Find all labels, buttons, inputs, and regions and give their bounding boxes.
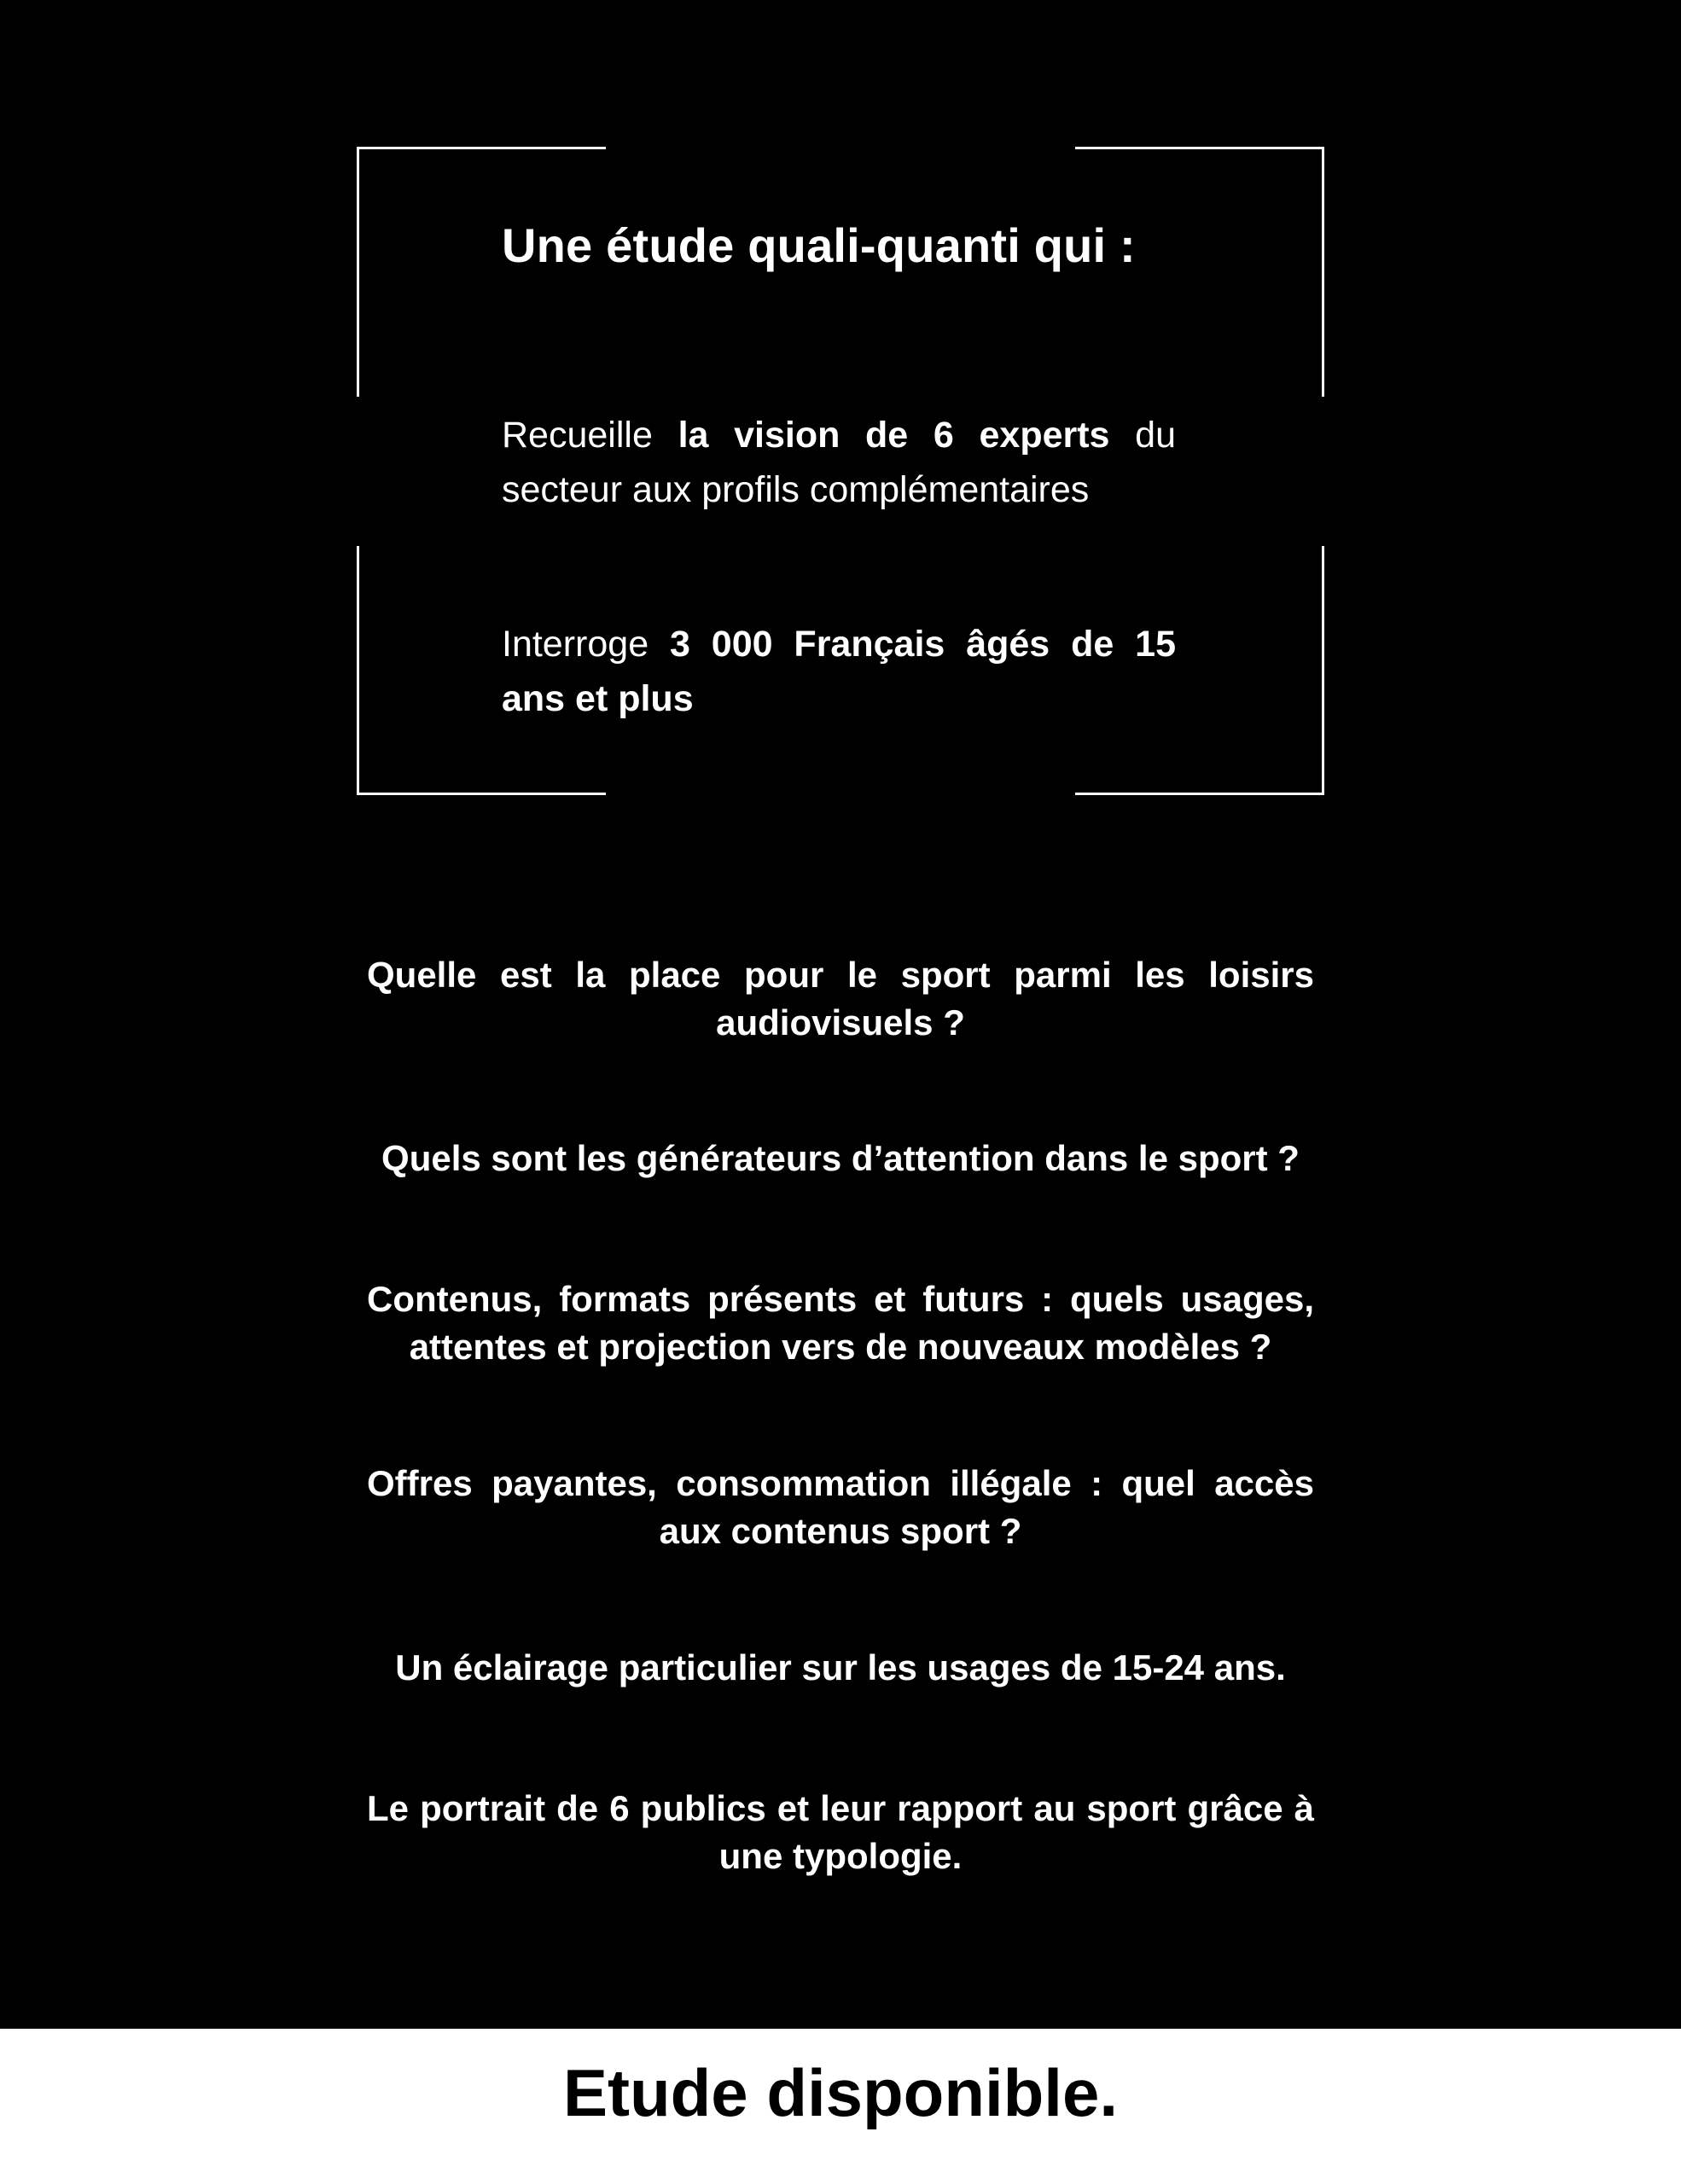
frame-bottom-left-horizontal — [357, 793, 606, 795]
frame-bottom-left-vertical — [357, 546, 359, 795]
intro-item-survey-text-a: Interroge — [502, 624, 670, 665]
intro-item-experts-text-a: Recueille — [502, 415, 678, 456]
intro-title: Une étude quali-quanti qui : — [502, 218, 1136, 272]
intro-item-experts-bold: la vision de 6 experts — [678, 415, 1110, 456]
question-item: Offres payantes, consommation illégale : quel accès aux contenus sport ? — [367, 1463, 1314, 1551]
question-item: Quels sont les générateurs d’attention dans le sport ? — [381, 1138, 1300, 1178]
question-item: Contenus, formats présents et futurs : quels usages, attentes et projection vers de nouveaux modèles ? — [367, 1279, 1314, 1367]
footer-title: Etude disponible. — [562, 2055, 1118, 2130]
intro-item-experts — [502, 408, 1176, 517]
frame-bottom-right-vertical — [1322, 546, 1324, 795]
frame-bottom-right-horizontal — [1075, 793, 1324, 795]
question-item: Le portrait de 6 publics et leur rapport au sport grâce à une typologie. — [367, 1788, 1314, 1876]
question-item: Un éclairage particulier sur les usages de 15-24 ans. — [395, 1647, 1286, 1687]
frame-top-left-vertical — [357, 147, 359, 397]
frame-top-right-vertical — [1322, 147, 1324, 397]
frame-top-right-horizontal — [1075, 147, 1324, 149]
frame-top-left-horizontal — [357, 147, 606, 149]
question-item: Quelle est la place pour le sport parmi les loisirs audiovisuels ? — [367, 955, 1314, 1043]
intro-item-survey-bold: 3 000 Français âgés de 15 ans et plus — [502, 624, 1176, 719]
intro-item-survey — [502, 617, 1176, 726]
intro-item-experts-text-b: du secteur aux profils complémentaires — [502, 415, 1176, 510]
